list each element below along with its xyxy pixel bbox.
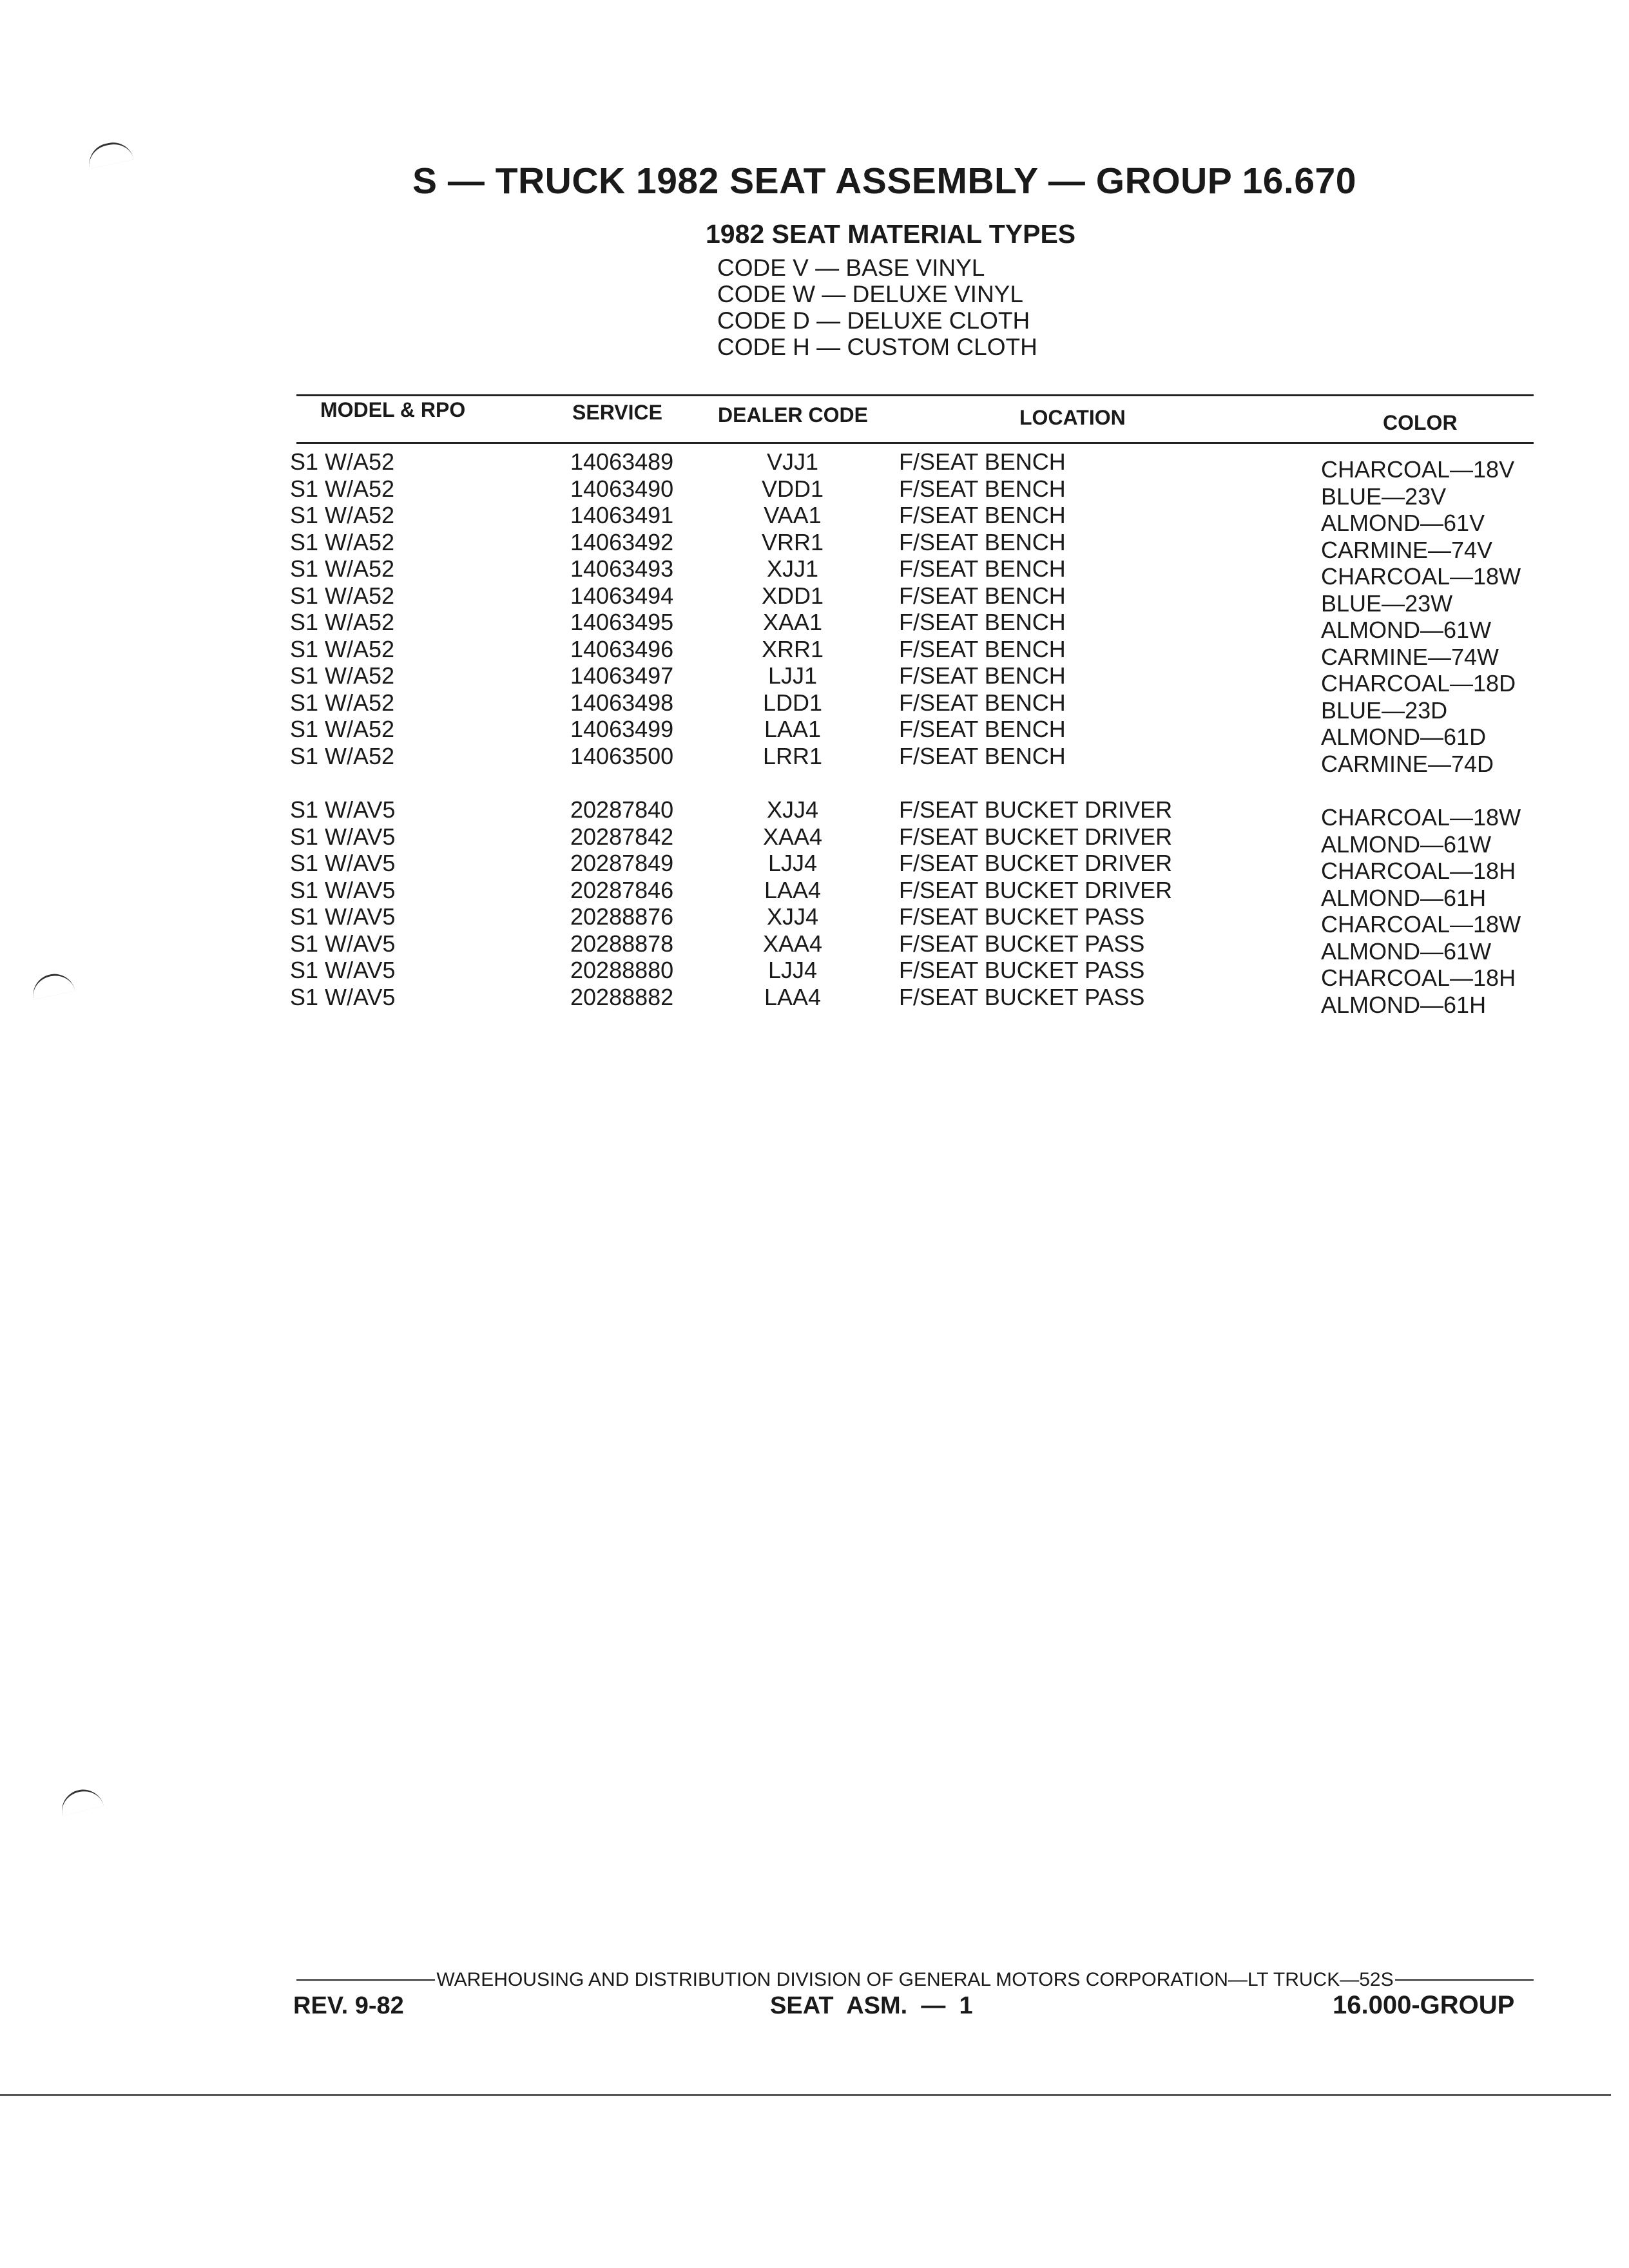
cell-dealer-code: XRR1 xyxy=(761,635,824,662)
table-row xyxy=(0,983,1629,1018)
cell-color: ALMOND—61H xyxy=(1321,884,1487,911)
cell-service: 20288882 xyxy=(570,983,674,1010)
table-row xyxy=(0,823,1629,858)
cell-service: 20288878 xyxy=(570,930,674,957)
cell-model: S1 W/AV5 xyxy=(290,903,396,930)
cell-color: CHARCOAL—18W xyxy=(1321,804,1521,831)
cell-location: F/SEAT BENCH xyxy=(899,528,1066,555)
cell-dealer-code: VAA1 xyxy=(764,502,822,528)
cell-location: F/SEAT BUCKET DRIVER xyxy=(899,876,1173,903)
header-color: COLOR xyxy=(1383,411,1458,434)
cell-dealer-code: LAA4 xyxy=(764,876,822,903)
bottom-edge-rule xyxy=(0,2094,1611,2096)
cell-service: 14063494 xyxy=(570,582,674,609)
cell-location: F/SEAT BENCH xyxy=(899,502,1066,528)
header-dealer-code: DEALER CODE xyxy=(718,403,868,427)
cell-service: 14063495 xyxy=(570,609,674,635)
table-row xyxy=(0,850,1629,884)
footer-dash-left xyxy=(296,1979,435,1981)
table-row xyxy=(0,662,1629,697)
cell-color: CARMINE—74D xyxy=(1321,750,1494,777)
cell-dealer-code: XAA4 xyxy=(762,823,823,850)
cell-model: S1 W/AV5 xyxy=(290,823,396,850)
cell-service: 20287846 xyxy=(570,876,674,903)
cell-model: S1 W/AV5 xyxy=(290,850,396,876)
cell-model: S1 W/A52 xyxy=(290,555,395,582)
table-row xyxy=(0,475,1629,510)
cell-color: CARMINE—74V xyxy=(1321,536,1493,563)
cell-color: BLUE—23W xyxy=(1321,590,1453,617)
cell-dealer-code: LAA4 xyxy=(764,983,822,1010)
cell-model: S1 W/A52 xyxy=(290,689,395,716)
cell-model: S1 W/A52 xyxy=(290,662,395,689)
cell-service: 20287842 xyxy=(570,823,674,850)
cell-color: CHARCOAL—18W xyxy=(1321,563,1521,590)
cell-dealer-code: XJJ4 xyxy=(766,796,819,823)
cell-service: 14063493 xyxy=(570,555,674,582)
footer-dash-right xyxy=(1395,1979,1534,1981)
cell-model: S1 W/AV5 xyxy=(290,876,396,903)
cell-service: 14063490 xyxy=(570,475,674,502)
table-row xyxy=(0,635,1629,670)
cell-dealer-code: XDD1 xyxy=(761,582,824,609)
cell-model: S1 W/AV5 xyxy=(290,796,396,823)
cell-location: F/SEAT BENCH xyxy=(899,742,1066,769)
cell-dealer-code: VRR1 xyxy=(761,528,824,555)
cell-location: F/SEAT BENCH xyxy=(899,555,1066,582)
cell-location: F/SEAT BENCH xyxy=(899,582,1066,609)
cell-location: F/SEAT BUCKET DRIVER xyxy=(899,796,1173,823)
cell-location: F/SEAT BUCKET PASS xyxy=(899,930,1145,957)
table-row xyxy=(0,582,1629,617)
cell-model: S1 W/AV5 xyxy=(290,930,396,957)
cell-location: F/SEAT BUCKET DRIVER xyxy=(899,823,1173,850)
cell-service: 20288876 xyxy=(570,903,674,930)
cell-location: F/SEAT BENCH xyxy=(899,475,1066,502)
cell-color: CARMINE—74W xyxy=(1321,643,1499,670)
cell-service: 20288880 xyxy=(570,957,674,983)
footer-page-label: SEAT ASM. — 1 xyxy=(770,1992,973,2019)
material-code: CODE D — DELUXE CLOTH xyxy=(717,307,1030,334)
cell-location: F/SEAT BENCH xyxy=(899,689,1066,716)
table-top-rule xyxy=(296,394,1534,396)
cell-service: 14063500 xyxy=(570,742,674,769)
cell-location: F/SEAT BUCKET DRIVER xyxy=(899,850,1173,876)
cell-location: F/SEAT BUCKET PASS xyxy=(899,983,1145,1010)
cell-model: S1 W/A52 xyxy=(290,609,395,635)
header-model: MODEL & RPO xyxy=(320,398,466,421)
table-row xyxy=(0,609,1629,643)
cell-dealer-code: VJJ1 xyxy=(766,448,819,475)
cell-model: S1 W/A52 xyxy=(290,448,395,475)
material-code: CODE V — BASE VINYL xyxy=(717,255,985,281)
table-row xyxy=(0,689,1629,724)
cell-location: F/SEAT BUCKET PASS xyxy=(899,903,1145,930)
cell-color: CHARCOAL—18D xyxy=(1321,670,1516,697)
punch-mark-top xyxy=(85,139,133,169)
cell-model: S1 W/A52 xyxy=(290,635,395,662)
cell-color: ALMOND—61H xyxy=(1321,991,1487,1018)
header-location: LOCATION xyxy=(1019,406,1126,429)
footer-revision: REV. 9-82 xyxy=(293,1992,404,2019)
cell-model: S1 W/A52 xyxy=(290,742,395,769)
cell-model: S1 W/A52 xyxy=(290,502,395,528)
cell-dealer-code: LAA1 xyxy=(764,716,822,742)
cell-dealer-code: XAA4 xyxy=(762,930,823,957)
cell-model: S1 W/A52 xyxy=(290,528,395,555)
cell-service: 14063491 xyxy=(570,502,674,528)
table-row xyxy=(0,903,1629,937)
cell-model: S1 W/AV5 xyxy=(290,983,396,1010)
cell-color: ALMOND—61W xyxy=(1321,937,1492,965)
table-row xyxy=(0,716,1629,750)
table-row xyxy=(0,555,1629,590)
material-codes-list xyxy=(717,255,1075,360)
table-row xyxy=(0,502,1629,536)
punch-mark-bottom xyxy=(57,1785,104,1816)
cell-service: 14063499 xyxy=(570,716,674,742)
cell-dealer-code: XAA1 xyxy=(762,609,823,635)
footer-division-text: WAREHOUSING AND DISTRIBUTION DIVISION OF GENERAL MOTORS CORPORATION—LT TRUCK—52S xyxy=(436,1969,1394,1990)
table-row xyxy=(0,528,1629,563)
cell-location: F/SEAT BENCH xyxy=(899,662,1066,689)
cell-color: BLUE—23D xyxy=(1321,697,1448,724)
cell-service: 20287840 xyxy=(570,796,674,823)
cell-color: CHARCOAL—18H xyxy=(1321,858,1516,884)
cell-location: F/SEAT BENCH xyxy=(899,716,1066,742)
cell-color: ALMOND—61V xyxy=(1321,510,1485,536)
footer-division-line xyxy=(296,1969,1534,1991)
cell-service: 14063497 xyxy=(570,662,674,689)
cell-color: CHARCOAL—18W xyxy=(1321,911,1521,937)
cell-dealer-code: LRR1 xyxy=(762,742,823,769)
material-code: CODE W — DELUXE VINYL xyxy=(717,281,1023,307)
footer-group: 16.000-GROUP xyxy=(1333,1991,1515,2019)
cell-dealer-code: LJJ4 xyxy=(767,850,818,876)
cell-dealer-code: LDD1 xyxy=(762,689,823,716)
material-types-block xyxy=(706,219,1075,360)
table-row xyxy=(0,876,1629,911)
header-service: SERVICE xyxy=(572,401,662,424)
cell-dealer-code: XJJ1 xyxy=(766,555,819,582)
cell-service: 14063489 xyxy=(570,448,674,475)
cell-model: S1 W/A52 xyxy=(290,475,395,502)
cell-service: 14063498 xyxy=(570,689,674,716)
cell-color: CHARCOAL—18V xyxy=(1321,456,1515,483)
cell-service: 14063492 xyxy=(570,528,674,555)
cell-model: S1 W/AV5 xyxy=(290,957,396,983)
cell-service: 14063496 xyxy=(570,635,674,662)
table-row xyxy=(0,796,1629,831)
cell-location: F/SEAT BENCH xyxy=(899,448,1066,475)
table-header-rule xyxy=(296,442,1534,444)
cell-color: ALMOND—61W xyxy=(1321,831,1492,858)
cell-location: F/SEAT BENCH xyxy=(899,635,1066,662)
cell-service: 20287849 xyxy=(570,850,674,876)
cell-color: ALMOND—61D xyxy=(1321,724,1487,750)
cell-color: ALMOND—61W xyxy=(1321,617,1492,643)
cell-color: CHARCOAL—18H xyxy=(1321,965,1516,991)
table-row xyxy=(0,930,1629,965)
page-title: S — TRUCK 1982 SEAT ASSEMBLY — GROUP 16.670 xyxy=(412,160,1356,202)
table-row xyxy=(0,448,1629,483)
cell-dealer-code: LJJ4 xyxy=(767,957,818,983)
table-row xyxy=(0,957,1629,991)
cell-dealer-code: VDD1 xyxy=(761,475,824,502)
cell-dealer-code: XJJ4 xyxy=(766,903,819,930)
material-types-heading: 1982 SEAT MATERIAL TYPES xyxy=(706,219,1076,249)
cell-location: F/SEAT BUCKET PASS xyxy=(899,957,1145,983)
cell-color: BLUE—23V xyxy=(1321,483,1447,510)
material-code: CODE H — CUSTOM CLOTH xyxy=(717,334,1037,360)
cell-model: S1 W/A52 xyxy=(290,716,395,742)
cell-model: S1 W/A52 xyxy=(290,582,395,609)
table-row xyxy=(0,742,1629,777)
cell-location: F/SEAT BENCH xyxy=(899,609,1066,635)
cell-dealer-code: LJJ1 xyxy=(767,662,818,689)
